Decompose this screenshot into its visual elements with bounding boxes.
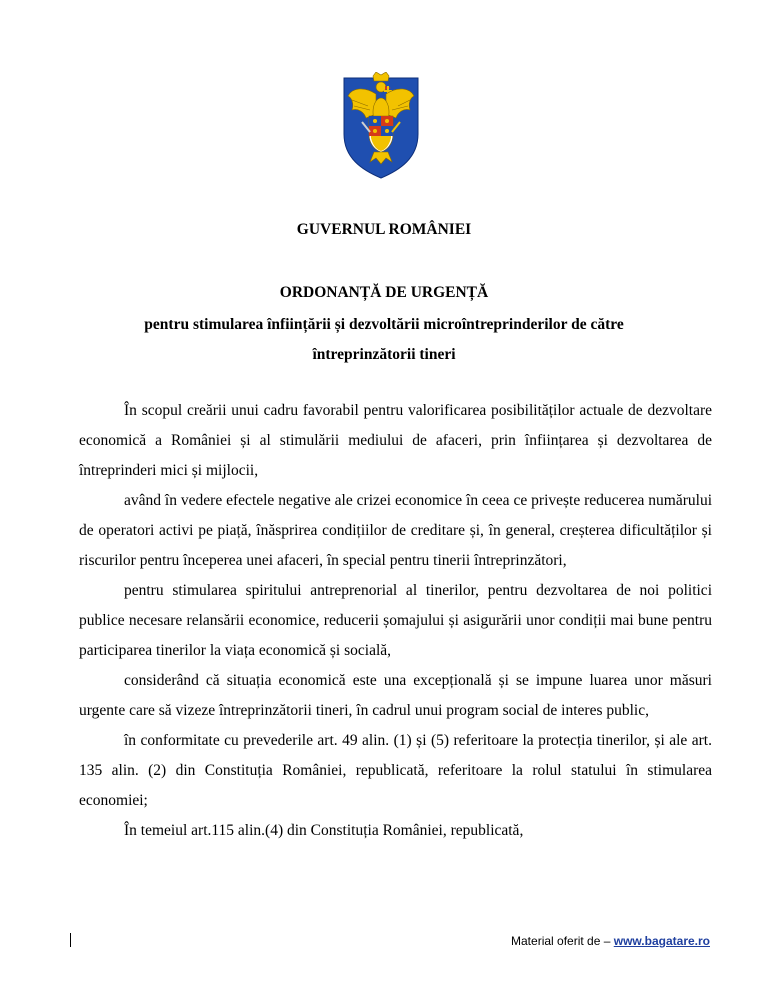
preamble-paragraph: În scopul creării unui cadru favorabil pentru valorificarea posibilităților actuale de dezvoltare economică a României și al stimulării mediului de afaceri, prin înființarea și dezvoltarea de întreprinderi mici și mijlocii, <box>79 402 712 479</box>
government-title: GUVERNUL ROMÂNIEI <box>296 221 472 238</box>
preamble-paragraph: având în vedere efectele negative ale crizei economice în ceea ce privește reducerea numărului de operatori activi pe piață, înăsprirea condițiilor de creditare și, în general, creșterea dificultăților și riscurilor pentru începerea unei afaceri, în special pentru tinerii întreprinzători, <box>79 492 712 569</box>
footer-left-marker <box>70 933 71 947</box>
footer-credit <box>511 933 710 949</box>
document-type-title: ORDONANȚĂ DE URGENȚĂ <box>279 284 489 301</box>
footer-prefix: Material oferit de – <box>511 934 611 948</box>
preamble-paragraph: în conformitate cu prevederile art. 49 alin. (1) și (5) referitoare la protecția tinerilor, și ale art. 135 alin. (2) din Constituția României, republicată, referitoare la rolul statului în stimularea economiei; <box>79 732 712 809</box>
footer-link[interactable]: www.bagatare.ro <box>613 934 710 948</box>
preamble-paragraph: considerând că situația economică este una excepțională și se impune luarea unor măsuri urgente care să vizeze întreprinzătorii tineri, în cadrul unui program social de interes public, <box>79 672 712 719</box>
coat-of-arms-icon <box>340 72 422 180</box>
preamble-text <box>79 396 712 846</box>
document-subject-line-1: pentru stimularea înființării și dezvoltării microîntreprinderilor de către <box>144 316 624 333</box>
document-subject-line-2: întreprinzătorii tineri <box>312 346 456 363</box>
preamble-paragraph: pentru stimularea spiritului antreprenorial al tinerilor, pentru dezvoltarea de noi politici publice necesare relansării economice, reducerii șomajului și asigurării unor condiții mai bune pentru participarea tinerilor la viața economică și socială, <box>79 582 712 659</box>
preamble-paragraph: În temeiul art.115 alin.(4) din Constituția României, republicată, <box>124 822 524 839</box>
